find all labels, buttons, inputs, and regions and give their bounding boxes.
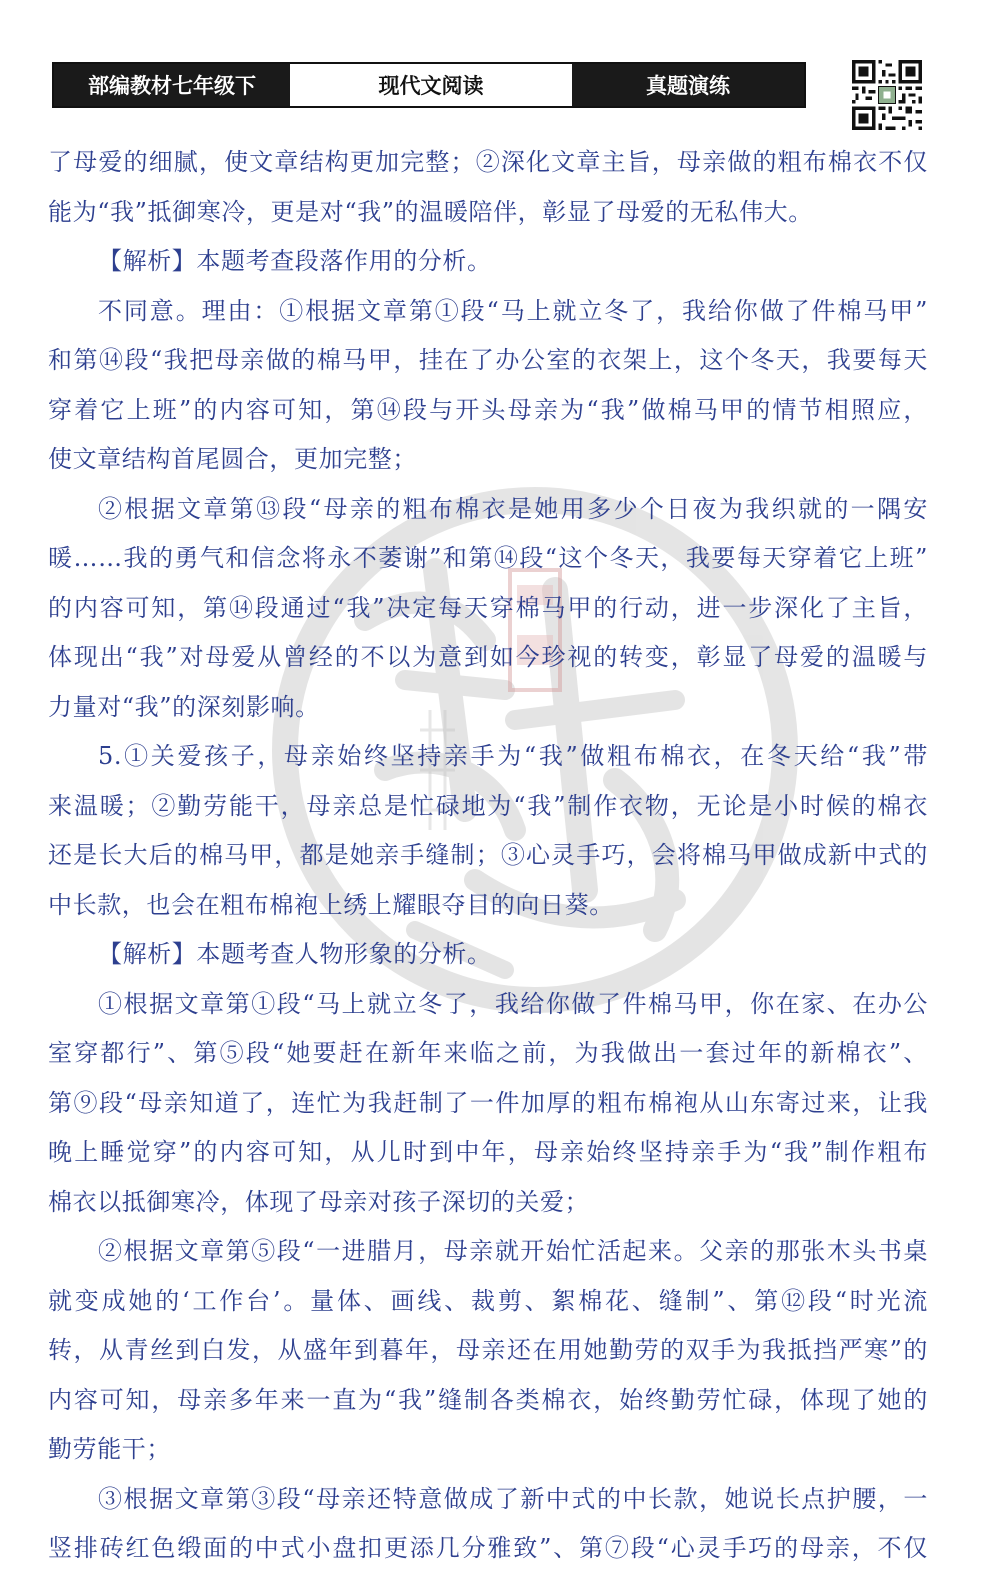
- text-line: 竖排砖红色缎面的中式小盘扣更添几分雅致”、第⑦段“心灵手巧的母亲，不仅: [48, 1534, 928, 1562]
- text-line: 勤劳能干；: [48, 1435, 171, 1463]
- text-line: 中长款，也会在粗布棉袍上绣上耀眼夺目的向日葵。: [48, 890, 614, 919]
- header-section-title: 现代文阅读: [290, 64, 572, 106]
- text-line: 【解析】本题考查段落作用的分析。: [98, 247, 492, 275]
- text-line: 室穿都行”、第⑤段“她要赶在新年来临之前，为我做出一套过年的新棉衣”、: [48, 1039, 928, 1067]
- header-grade-label: 部编教材七年级下: [54, 64, 290, 106]
- text-line: 来温暖；②勤劳能干，母亲总是忙碌地为“我”制作衣物，无论是小时候的棉衣: [48, 791, 928, 820]
- text-line: ②根据文章第⑤段“一进腊月，母亲就开始忙活起来。父亲的那张木头书桌: [98, 1237, 928, 1265]
- text-line: 力量对“我”的深刻影响。: [48, 692, 320, 721]
- text-line: ③根据文章第③段“母亲还特意做成了新中式的中长款，她说长点护腰，一: [98, 1484, 928, 1513]
- text-line: 暖……我的勇气和信念将永不萎谢”和第⑭段“这个冬天，我要每天穿着它上班”: [48, 544, 928, 572]
- header-practice-label: 真题演练: [572, 64, 804, 106]
- text-line: 使文章结构首尾圆合，更加完整；: [48, 445, 417, 473]
- text-line: 内容可知，母亲多年来一直为“我”缝制各类棉衣，始终勤劳忙碌，体现了她的: [48, 1385, 928, 1414]
- text-line: ②根据文章第⑬段“母亲的粗布棉衣是她用多少个日夜为我织就的一隅安: [98, 494, 928, 523]
- text-line: 还是长大后的棉马甲，都是她亲手缝制；③心灵手巧，会将棉马甲做成新中式的: [48, 841, 928, 869]
- text-line: 转，从青丝到白发，从盛年到暮年，母亲还在用她勤劳的双手为我抵挡严寒”的: [48, 1336, 928, 1364]
- text-line: 的内容可知，第⑭段通过“我”决定每天穿棉马甲的行动，进一步深化了主旨，: [48, 593, 928, 622]
- text-line: 晚上睡觉穿”的内容可知，从儿时到中年，母亲始终坚持亲手为“我”制作粗布: [48, 1138, 928, 1166]
- qr-code-icon: [852, 60, 922, 130]
- text-line: 不同意。理由：①根据文章第①段“马上就立冬了，我给你做了件棉马甲”: [98, 296, 928, 325]
- text-line: ①根据文章第①段“马上就立冬了，我给你做了件棉马甲，你在家、在办公: [98, 989, 928, 1018]
- text-line: 第⑨段“母亲知道了，连忙为我赶制了一件加厚的粗布棉袍从山东寄过来，让我: [48, 1088, 928, 1117]
- header-bar: [52, 62, 806, 108]
- text-line: 体现出“我”对母爱从曾经的不以为意到如今珍视的转变，彰显了母爱的温暖与: [48, 643, 928, 671]
- text-line: 棉衣以抵御寒冷，体现了母亲对孩子深切的关爱；: [48, 1187, 590, 1216]
- text-line: 5.①关爱孩子，母亲始终坚持亲手为“我”做粗布棉衣，在冬天给“我”带: [98, 742, 928, 770]
- text-line: 【解析】本题考查人物形象的分析。: [98, 940, 492, 968]
- text-line: 和第⑭段“我把母亲做的棉马甲，挂在了办公室的衣架上，这个冬天，我要每天: [48, 346, 928, 374]
- text-line: 穿着它上班”的内容可知，第⑭段与开头母亲为“我”做棉马甲的情节相照应，: [48, 395, 928, 424]
- text-line: 就变成她的‘工作台’。量体、画线、裁剪、絮棉花、缝制”、第⑫段“时光流: [48, 1286, 928, 1315]
- text-line: 了母爱的细腻，使文章结构更加完整；②深化文章主旨，母亲做的粗布棉衣不仅: [48, 148, 928, 176]
- text-line: 能为“我”抵御寒冷，更是对“我”的温暖陪伴，彰显了母爱的无私伟大。: [48, 197, 813, 226]
- answer-analysis-text: [48, 138, 928, 1574]
